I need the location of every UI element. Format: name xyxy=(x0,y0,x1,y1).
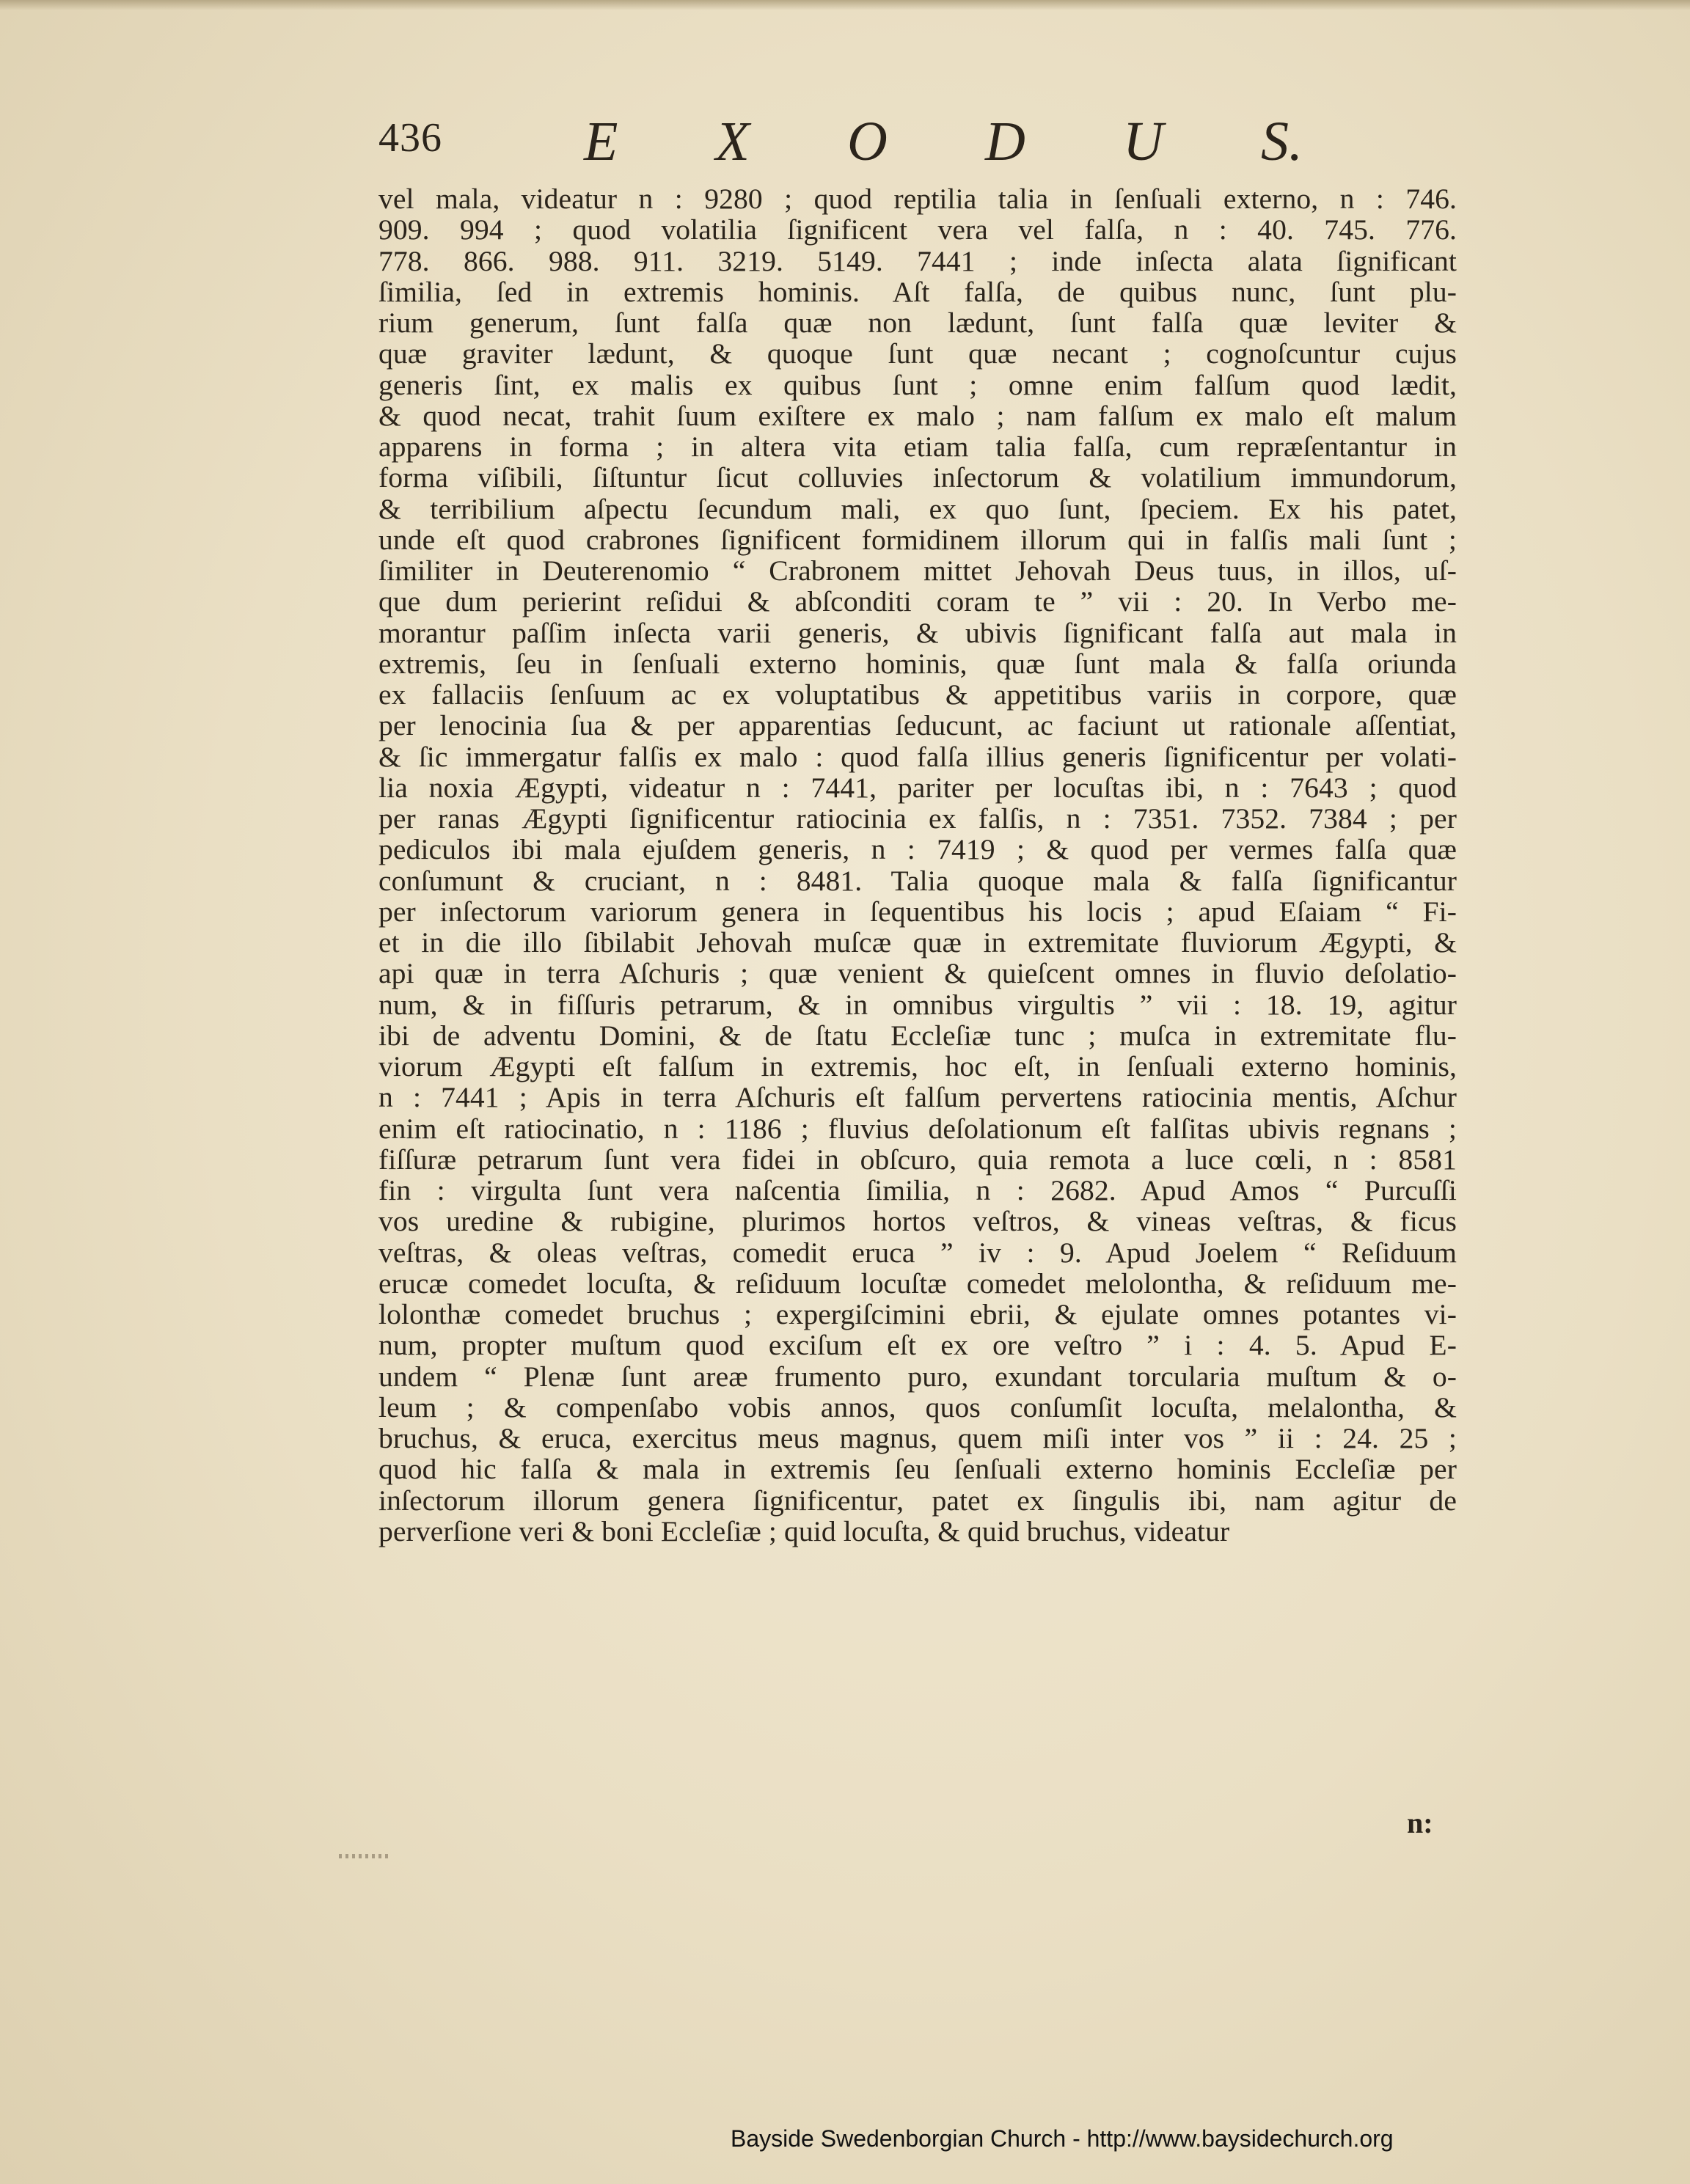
page-top-edge xyxy=(0,0,1690,10)
running-title-letter: U xyxy=(1122,111,1163,172)
text-line: erucæ comedet locuſta, & reſiduum locuſtæ comedet melolontha, & reſiduum me- xyxy=(378,1267,1457,1300)
text-line: ibi de adventu Domini, & de ſtatu Eccleſiæ tunc ; muſca in extremitate flu- xyxy=(378,1019,1457,1052)
text-line: quæ graviter lædunt, & quoque ſunt quæ necant ; cognoſcuntur cujus xyxy=(378,337,1457,370)
text-line: quod hic falſa & mala in extremis ſeu ſenſuali externo hominis Eccleſiæ per xyxy=(378,1453,1457,1486)
text-line: ſimilia, ſed in extremis hominis. Aſt falſa, de quibus nunc, ſunt plu- xyxy=(378,275,1457,308)
running-title xyxy=(584,110,1303,174)
text-line: leum ; & compenſabo vobis annos, quos conſumſit locuſta, melalontha, & xyxy=(378,1390,1457,1423)
text-line: fin : virgulta ſunt vera naſcentia ſimilia, n : 2682. Apud Amos “ Purcuſſi xyxy=(378,1174,1457,1206)
text-line: perverſione veri & boni Eccleſiæ ; quid locuſta, & quid bruchus, videatur xyxy=(378,1514,1230,1547)
text-line: api quæ in terra Aſchuris ; quæ venient & quieſcent omnes in fluvio deſolatio- xyxy=(378,957,1457,990)
text-line: inſectorum illorum genera ſignificentur, patet ex ſingulis ibi, nam agitur de xyxy=(378,1484,1457,1517)
text-line: bruchus, & eruca, exercitus meus magnus, quem miſi inter vos ” ii : 24. 25 ; xyxy=(378,1422,1457,1454)
ink-smudge xyxy=(339,1854,390,1858)
text-line: num, propter muſtum quod exciſum eſt ex ore veſtro ” i : 4. 5. Apud E- xyxy=(378,1329,1457,1362)
text-line: conſumunt & cruciant, n : 8481. Talia quoque mala & falſa ſignificantur xyxy=(378,864,1457,897)
text-line: num, & in fiſſuris petrarum, & in omnibus virgultis ” vii : 18. 19, agitur xyxy=(378,988,1457,1021)
text-line: et in die illo ſibilabit Jehovah muſcæ quæ in extremitate fluviorum Ægypti, & xyxy=(378,926,1457,959)
text-line: per inſectorum variorum genera in ſequentibus his locis ; apud Eſaiam “ Fi- xyxy=(378,895,1457,928)
text-line: unde eſt quod crabrones ſignificent formidinem illorum qui in falſis mali ſunt ; xyxy=(378,523,1457,556)
text-line: enim eſt ratiocinatio, n : 1186 ; fluvius deſolationum eſt falſitas ubivis regnans ; xyxy=(378,1112,1457,1145)
text-line: pediculos ibi mala ejuſdem generis, n : 7419 ; & quod per vermes falſa quæ xyxy=(378,833,1457,866)
text-line: fiſſuræ petrarum ſunt vera fidei in obſcuro, quia remota a luce cœli, n : 8581 xyxy=(378,1143,1457,1176)
text-line: n : 7441 ; Apis in terra Aſchuris eſt falſum pervertens ratiocinia mentis, Aſchur xyxy=(378,1081,1457,1114)
text-line: ex fallaciis ſenſuum ac ex voluptatibus & appetitibus variis in corpore, quæ xyxy=(378,678,1457,711)
text-line: & ſic immergatur falſis ex malo : quod falſa illius generis ſignificentur per volati- xyxy=(378,740,1457,773)
text-line: 778. 866. 988. 911. 3219. 5149. 7441 ; inde inſecta alata ſignificant xyxy=(378,244,1457,277)
running-title-letter: D xyxy=(985,111,1025,172)
text-line: ſimiliter in Deuterenomio “ Crabronem mittet Jehovah Deus tuus, in illos, uſ- xyxy=(378,554,1457,587)
text-line: que dum perierint reſidui & abſconditi coram te ” vii : 20. In Verbo me- xyxy=(378,585,1457,618)
text-line: viorum Ægypti eſt falſum in extremis, hoc eſt, in ſenſuali externo hominis, xyxy=(378,1050,1457,1082)
text-line: vos uredine & rubigine, plurimos hortos veſtros, & vineas veſtras, & ficus xyxy=(378,1205,1457,1238)
text-line: generis ſint, ex malis ex quibus ſunt ; omne enim falſum quod lædit, xyxy=(378,368,1457,401)
catchword: n: xyxy=(1407,1806,1433,1839)
text-line: rium generum, ſunt falſa quæ non lædunt, ſunt falſa quæ leviter & xyxy=(378,307,1457,339)
running-title-letter: E xyxy=(584,111,618,172)
text-line: vel mala, videatur n : 9280 ; quod reptilia talia in ſenſuali externo, n : 746. xyxy=(378,183,1457,215)
text-line: undem “ Plenæ ſunt areæ frumento puro, exundant torcularia muſtum & o- xyxy=(378,1360,1457,1393)
page-number: 436 xyxy=(378,115,442,161)
running-title-letter: X xyxy=(715,111,750,172)
text-line: per lenocinia ſua & per apparentias ſeducunt, ac faciunt ut rationale aſſentiat, xyxy=(378,709,1457,742)
text-line: per ranas Ægypti ſignificentur ratiocinia ex falſis, n : 7351. 7352. 7384 ; per xyxy=(378,802,1457,835)
text-line: veſtras, & oleas veſtras, comedit eruca ” iv : 9. Apud Joelem “ Reſiduum xyxy=(378,1236,1457,1269)
text-line: morantur paſſim inſecta varii generis, & ubivis ſignificant falſa aut mala in xyxy=(378,616,1457,649)
text-line: 909. 994 ; quod volatilia ſignificent vera vel falſa, n : 40. 745. 776. xyxy=(378,213,1457,246)
running-title-letter: O xyxy=(847,111,888,172)
running-title-letter: S. xyxy=(1260,111,1303,172)
text-line: & terribilium aſpectu ſecundum mali, ex quo ſunt, ſpeciem. Ex his patet, xyxy=(378,492,1457,525)
text-line: extremis, ſeu in ſenſuali externo hominis, quæ ſunt mala & falſa oriunda xyxy=(378,647,1457,680)
text-line: & quod necat, trahit ſuum exiſtere ex malo ; nam falſum ex malo eſt malum xyxy=(378,399,1457,432)
text-line: forma viſibili, ſiſtuntur ſicut colluvies inſectorum & volatilium immundorum, xyxy=(378,461,1457,494)
text-line: lolonthæ comedet bruchus ; expergiſcimini ebrii, & ejulate omnes potantes vi- xyxy=(378,1298,1457,1330)
page-header xyxy=(378,110,1304,176)
body-text xyxy=(378,183,1457,1547)
text-line: lia noxia Ægypti, videatur n : 7441, pariter per locuſtas ibi, n : 7643 ; quod xyxy=(378,771,1457,804)
watermark-footer: Bayside Swedenborgian Church - http://www.baysidechurch.org xyxy=(731,2125,1394,2152)
text-line: apparens in forma ; in altera vita etiam talia falſa, cum repræſentantur in xyxy=(378,430,1457,463)
